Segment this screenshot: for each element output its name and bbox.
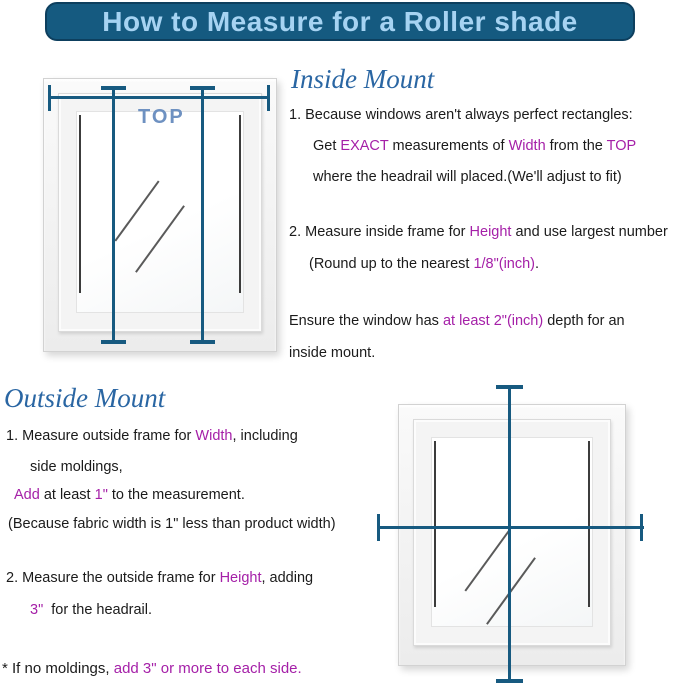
sash-line-left bbox=[434, 441, 436, 607]
measure-cap bbox=[496, 679, 523, 683]
inside-mount-window-illustration bbox=[43, 78, 277, 352]
height-measure-line-right bbox=[201, 87, 204, 342]
outside-mount-window-illustration bbox=[398, 404, 626, 666]
sash-line-left bbox=[79, 115, 81, 293]
inside-depth-note-line1: Ensure the window has at least 2"(inch) depth for an bbox=[289, 313, 625, 329]
inside-step1-line1: 1. Because windows aren't always perfect rectangles: bbox=[289, 107, 633, 123]
inside-step2-line1: 2. Measure inside frame for Height and use largest number bbox=[289, 224, 668, 240]
outside-step1-line3: Add at least 1" to the measurement. bbox=[14, 487, 245, 503]
sash-line-right bbox=[239, 115, 241, 293]
measure-cap bbox=[101, 86, 126, 90]
window-glass bbox=[76, 111, 244, 313]
measure-cap bbox=[190, 86, 215, 90]
inside-step2-line2: (Round up to the nearest 1/8"(inch). bbox=[309, 256, 540, 272]
width-measure-tick-right bbox=[640, 514, 643, 541]
width-measure-line bbox=[378, 526, 644, 529]
sash-line-right bbox=[588, 441, 590, 607]
inside-depth-note-line2: inside mount. bbox=[289, 345, 376, 361]
width-measure-line bbox=[49, 96, 270, 99]
title-banner bbox=[45, 2, 635, 41]
moldings-footnote: * If no moldings, add 3" or more to each side. bbox=[2, 660, 302, 677]
outside-step1-line1: 1. Measure outside frame for Width, including bbox=[6, 428, 298, 444]
page-title: How to Measure for a Roller shade bbox=[102, 5, 578, 37]
window-glass bbox=[431, 437, 593, 627]
outside-mount-heading: Outside Mount bbox=[4, 383, 166, 413]
width-measure-tick-right bbox=[267, 85, 270, 111]
measure-cap bbox=[190, 340, 215, 344]
inside-step1-line3: where the headrail will placed.(We'll adjust to fit) bbox=[313, 169, 622, 185]
inside-step1-line2: Get EXACT measurements of Width from the TOP bbox=[313, 138, 637, 154]
width-measure-tick-left bbox=[48, 85, 51, 111]
outside-step1-line4: (Because fabric width is 1" less than product width) bbox=[8, 516, 336, 532]
outside-step2-line1: 2. Measure the outside frame for Height, adding bbox=[6, 570, 314, 586]
outside-step2-line2: 3" for the headrail. bbox=[30, 602, 153, 618]
outside-step1-line2: side moldings, bbox=[30, 459, 123, 475]
measure-cap bbox=[496, 385, 523, 389]
height-measure-line-left bbox=[112, 87, 115, 342]
width-measure-tick-left bbox=[377, 514, 380, 541]
inside-mount-heading: Inside Mount bbox=[291, 64, 435, 94]
measure-cap bbox=[101, 340, 126, 344]
top-label: TOP bbox=[138, 106, 185, 128]
height-measure-line bbox=[508, 386, 511, 682]
